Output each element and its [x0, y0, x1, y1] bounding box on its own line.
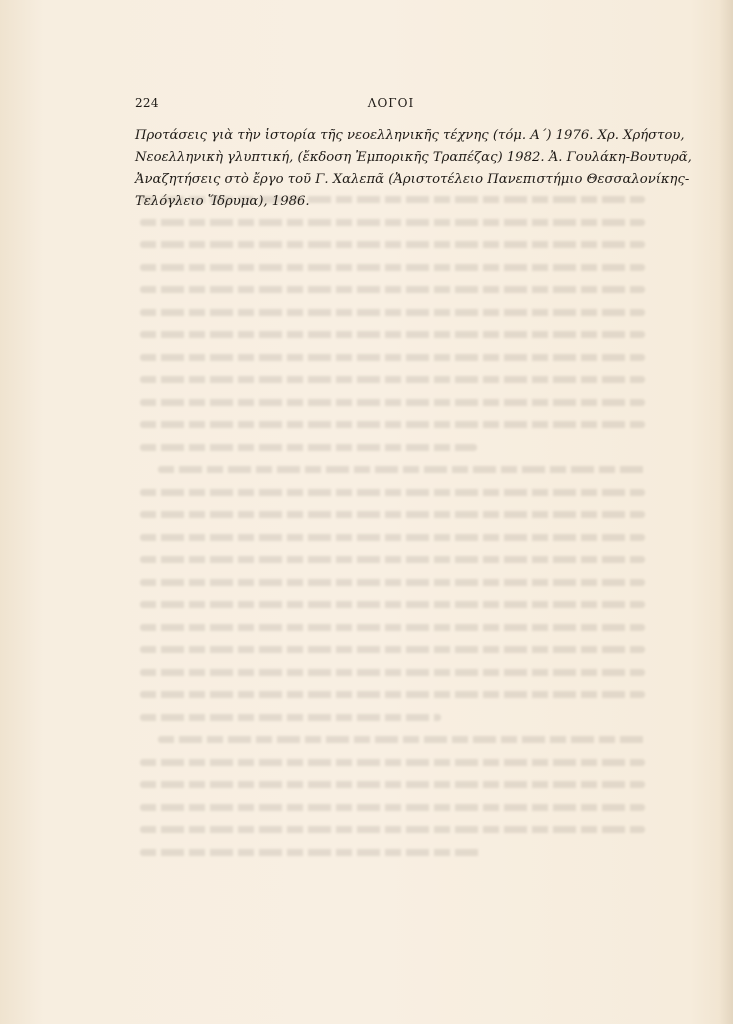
- show-through-line: [140, 399, 645, 406]
- show-through-line: [140, 804, 645, 811]
- text-line: Νεοελληνικὴ γλυπτική, (ἔκδοση Ἐμπορικῆς Τραπέζας) 1982. Ἀ. Γουλάκη-Βουτυρᾶ,: [135, 150, 692, 165]
- show-through-line: [140, 714, 441, 721]
- show-through-line: [140, 556, 645, 563]
- text-line: Τελόγλειο Ἵδρυμα), 1986.: [135, 194, 310, 209]
- show-through-line: [140, 489, 645, 496]
- show-through-line: [140, 669, 645, 676]
- show-through-line: [140, 241, 645, 248]
- text-line: Προτάσεις γιὰ τὴν ἱστορία τῆς νεοελληνικῆς τέχνης (τόμ. Α΄) 1976. Χρ. Χρήστου,: [135, 128, 685, 143]
- show-through-line: [140, 219, 645, 226]
- running-head: ΛΟΓΟΙ: [367, 96, 415, 110]
- show-through-line: [140, 601, 645, 608]
- show-through-line: [140, 421, 645, 428]
- show-through-line: [140, 286, 645, 293]
- page-edge-shadow: [719, 0, 733, 1024]
- show-through-line: [140, 534, 645, 541]
- show-through-line: [140, 309, 645, 316]
- show-through-line: [140, 826, 645, 833]
- show-through-line: [140, 444, 477, 451]
- show-through-line: [140, 781, 645, 788]
- show-through-text: [140, 196, 645, 896]
- show-through-line: [140, 759, 645, 766]
- show-through-line: [140, 624, 645, 631]
- show-through-line: [140, 264, 645, 271]
- show-through-line: [140, 691, 645, 698]
- show-through-line: [140, 646, 645, 653]
- body-text: [135, 125, 692, 213]
- show-through-line: [140, 579, 645, 586]
- show-through-line: [140, 376, 645, 383]
- show-through-line: [158, 736, 645, 743]
- show-through-line: [140, 354, 645, 361]
- show-through-line: [140, 331, 645, 338]
- show-through-line: [140, 849, 483, 856]
- text-line: Ἀναζητήσεις στὸ ἔργο τοῦ Γ. Χαλεπᾶ (Ἀριστοτέλειο Πανεπιστήμιο Θεσσαλονίκης-: [135, 172, 690, 187]
- show-through-line: [158, 466, 645, 473]
- page-header: [135, 96, 647, 116]
- show-through-line: [140, 511, 645, 518]
- page-number: 224: [135, 96, 159, 110]
